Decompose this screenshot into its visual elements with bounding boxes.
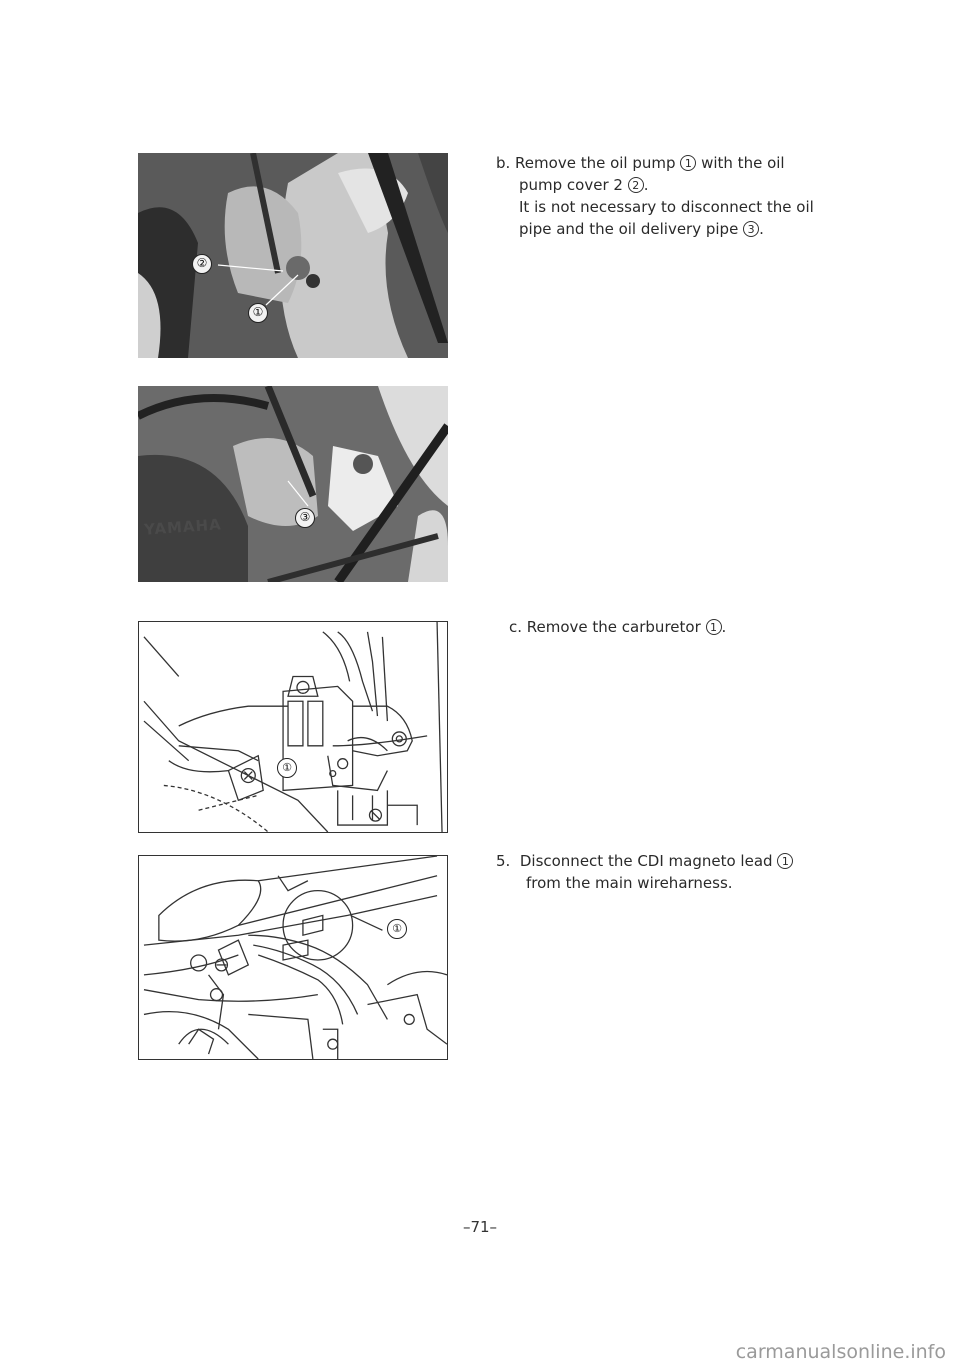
callout-3: ③ [295,508,315,528]
callout-2: ② [192,254,212,274]
step-b-line-2-text: pump cover 2 [519,176,623,194]
page-number: –71– [462,1218,498,1236]
ref-1-marker: 1 [680,155,696,171]
step-b-line-4-text: pipe and the oil delivery pipe [519,220,739,238]
step-c-line-1-end: . [721,618,727,636]
step-b-text [496,152,836,240]
photo-oil-delivery-pipe [138,386,448,582]
callout-1: ① [277,758,297,778]
drawing-carburetor-image [139,622,447,832]
step-b-line-2 [496,174,836,196]
step-b-line-3: It is not necessary to disconnect the oil [519,198,814,216]
drawing-carburetor [138,621,448,833]
ref-1-marker: 1 [706,619,722,635]
ref-1-marker: 1 [777,853,793,869]
ref-2-marker: 2 [628,177,644,193]
callout-1: ① [248,303,268,323]
drawing-cdi-magneto-lead [138,855,448,1060]
step-5-line-2: from the main wireharness. [526,874,733,892]
step-b-line-1-text: b. Remove the oil pump [496,154,676,172]
watermark: carmanualsonline.info [735,1341,946,1363]
photo-oil-pump-image [138,153,448,358]
step-b-line-1 [496,152,836,174]
step-b-line-1-end: with the oil [701,154,785,172]
photo-oil-delivery-pipe-image [138,386,448,582]
step-c-text [509,616,829,638]
step-b-line-4 [496,218,836,240]
callout-1: ① [387,919,407,939]
step-5-line-1-text: 5. Disconnect the CDI magneto lead [496,852,773,870]
step-c-line-1 [509,616,829,638]
step-b-line-4-end: . [759,220,764,238]
step-5-text [496,850,836,894]
step-5-line-1 [496,850,836,872]
ref-3-marker: 3 [743,221,759,237]
step-c-line-1-text: c. Remove the carburetor [509,618,701,636]
drawing-cdi-magneto-lead-image [139,856,447,1059]
photo-oil-pump [138,153,448,358]
step-b-line-2-end: . [643,176,649,194]
engine-brand-text: YAMAHA [143,515,223,539]
